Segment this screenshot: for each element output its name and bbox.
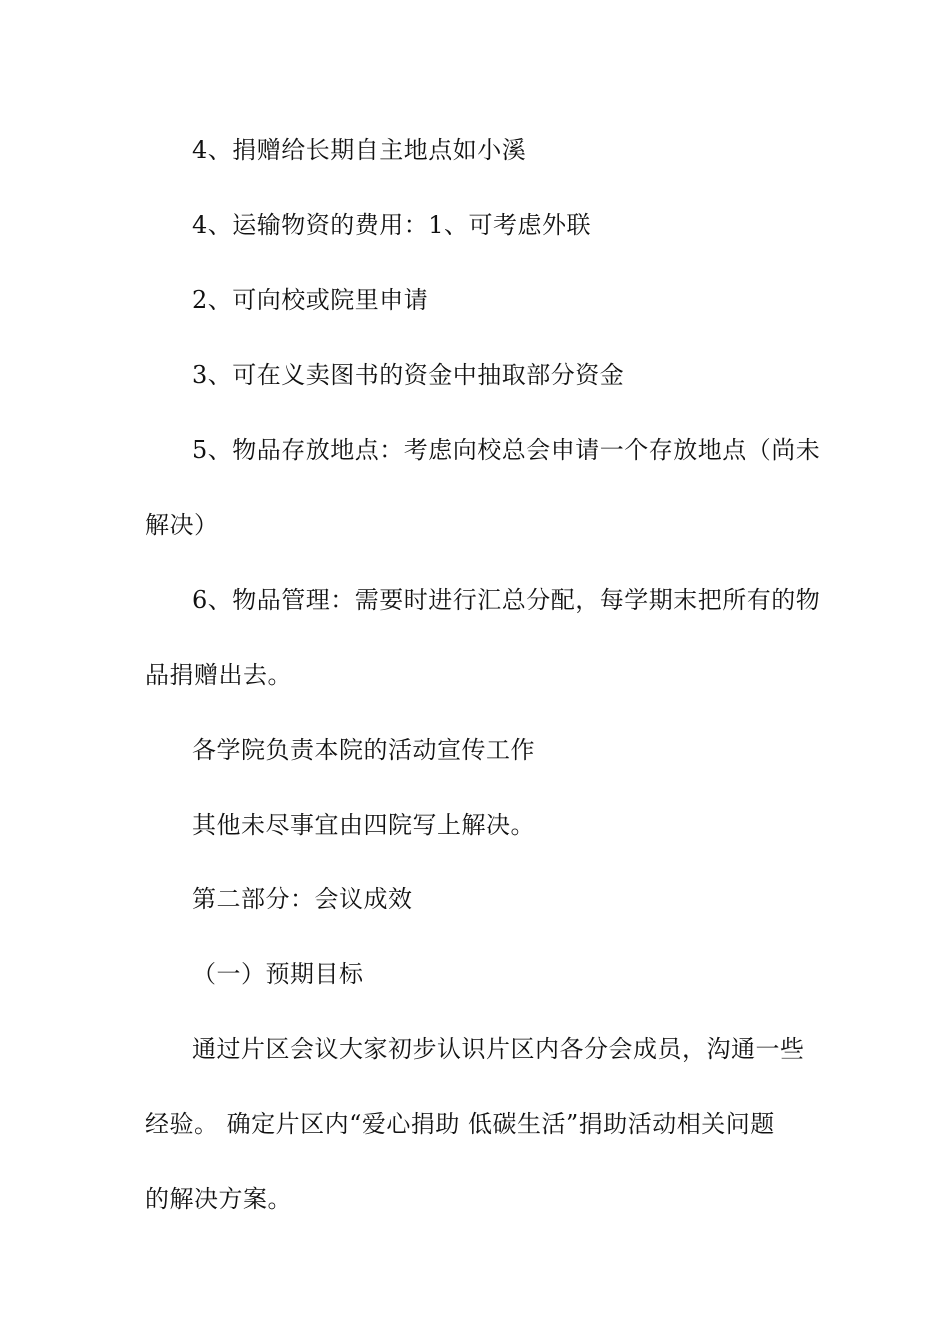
paragraph-line: 其他未尽事宜由四院写上解决。 (192, 811, 535, 839)
paragraph-line: 各学院负责本院的活动宣传工作 (192, 736, 535, 764)
paragraph-line: 3、可在义卖图书的资金中抽取部分资金 (192, 361, 625, 389)
paragraph-line: 通过片区会议大家初步认识片区内各分会成员，沟通一些 (192, 1035, 805, 1063)
section-heading: 第二部分：会议成效 (192, 885, 413, 913)
subsection-heading: （一）预期目标 (192, 960, 364, 988)
paragraph-line: 5、物品存放地点：考虑向校总会申请一个存放地点（尚未 (192, 436, 821, 464)
paragraph-line: 6、物品管理：需要时进行汇总分配，每学期末把所有的物 (192, 586, 821, 614)
paragraph-line: 4、捐赠给长期自主地点如小溪 (192, 136, 527, 164)
paragraph-line: 解决） (145, 511, 219, 539)
paragraph-line: 品捐赠出去。 (145, 661, 292, 689)
paragraph-line: 2、可向校或院里申请 (192, 286, 429, 314)
paragraph-line: 经验。 确定片区内“爱心捐助 低碳生活”捐助活动相关问题 (145, 1110, 775, 1138)
paragraph-line: 的解决方案。 (145, 1185, 292, 1213)
paragraph-line: 4、运输物资的费用：1、可考虑外联 (192, 211, 592, 239)
